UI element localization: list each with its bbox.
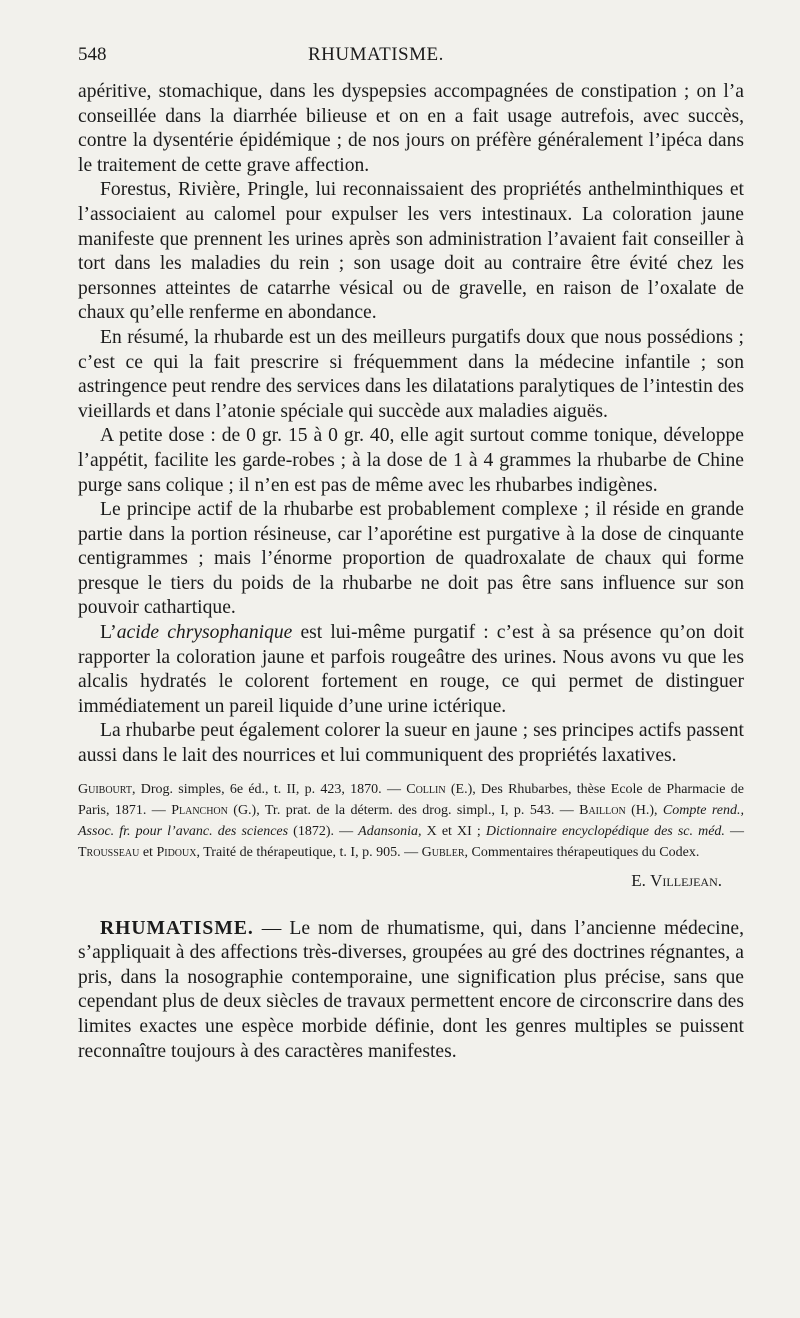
- ref-title: Dictionnaire encyclopédique des sc. méd.: [485, 823, 725, 839]
- ref-text: , Drog. simples, 6e éd., t. II, p. 423, 1870. —: [131, 781, 407, 797]
- acid-text: est lui-même purgatif : c’est à sa présence qu’on doit rapporter la coloration jaune et parfois rougeâtre des urines. Nous avons vu que les alcalis hydratés le colorent fortement en rouge, ce qui permet de distinguer immédiatement un pareil liquide d’une urine ictérique.: [78, 622, 744, 717]
- ref-author: Baillon: [579, 802, 626, 818]
- ref-author: Pidoux: [156, 844, 197, 860]
- paragraph-acid: [78, 621, 744, 719]
- bibliography: [78, 779, 744, 863]
- next-entry: [78, 917, 744, 1065]
- acid-term: acide chrysophanique: [116, 622, 293, 644]
- page-body: [78, 80, 744, 1064]
- page-header: [78, 44, 744, 80]
- ref-text: (G.), Tr. prat. de la déterm. des drog. simpl., I, p. 543. —: [227, 802, 580, 818]
- ref-title: Adansonia,: [358, 823, 422, 839]
- ref-author: Guibourt: [78, 781, 132, 797]
- ref-text: —: [724, 823, 744, 839]
- entry-text: — Le nom de rhumatisme, qui, dans l’ancienne médecine, s’appliquait à des affections très-diverses, groupées au gré des doctrines régnantes, a pris, dans la nosographie contemporaine, une signification plus précise, sans que cependant plus de deux siècles de travaux permettent encore de circonscrire dans des limites exactes une espèce morbide définie, dont les genres multiples se puissent reconnaître toujours à des caractères manifestes.: [78, 917, 744, 1062]
- ref-text: X et XI ;: [421, 823, 486, 839]
- ref-text: et: [139, 844, 157, 860]
- paragraph: La rhubarbe peut également colorer la sueur en jaune ; ses principes actifs passent aussi dans le lait des nourrices et lui communiquent des propriétés laxatives.: [78, 720, 744, 767]
- signature-name: Villejean.: [650, 870, 722, 890]
- ref-text: , Traité de thérapeutique, t. I, p. 905. —: [196, 844, 422, 860]
- ref-author: Collin: [406, 781, 446, 797]
- acid-prefix: L’: [100, 622, 117, 644]
- author-signature: [78, 871, 722, 891]
- ref-author: Gubler: [421, 844, 465, 860]
- paragraph: En résumé, la rhubarde est un des meilleurs purgatifs doux que nous possédions ; c’est ce qui la fait prescrire si fréquemment dans la médecine infantile ; son astringence peut rendre des services dans les dilatations paralytiques de l’intestin des vieillards et dans l’atonie spéciale qui succède aux maladies aiguës.: [78, 326, 744, 422]
- paragraph: apéritive, stomachique, dans les dyspepsies accompagnées de constipation ; on l’a conseillée dans la diarrhée bilieuse et on en a fait usage autrefois, avec succès, contre la dysentérie épidémique ; de nos jours on préfère généralement l’ipéca dans le traitement de cette grave affection.: [78, 81, 744, 176]
- ref-author: Trousseau: [78, 844, 140, 860]
- page-number: 548: [78, 44, 107, 65]
- ref-text: (1872). —: [288, 823, 359, 839]
- ref-author: Planchon: [171, 802, 228, 818]
- paragraph: Le principe actif de la rhubarbe est probablement complexe ; il réside en grande partie dans la portion résineuse, car l’aporétine est purgative à la dose de cinquante centigrammes ; mais l’énorme proportion de quadroxalate de chaux qui forme presque le tiers du poids de la rhubarbe ne doit pas être sans influence sur son pouvoir cathartique.: [78, 499, 744, 619]
- ref-title: Compte rend., Assoc. fr. pour l’avanc. des sciences: [78, 802, 745, 839]
- signature-initial: E.: [631, 870, 651, 890]
- paragraph: A petite dose : de 0 gr. 15 à 0 gr. 40, elle agit surtout comme tonique, développe l’appétit, facilite les garde-robes ; à la dose de 1 à 4 grammes la rhubarbe de Chine purge sans colique ; il n’en est pas de même avec les rhubarbes indigènes.: [78, 425, 744, 496]
- running-title: RHUMATISME.: [308, 44, 444, 65]
- ref-text: , Commentaires thérapeutiques du Codex.: [464, 844, 700, 860]
- ref-text: (H.),: [625, 802, 663, 818]
- ref-text: (E.), Des Rhubarbes, thèse Ecole de Pharmacie de Paris, 1871. —: [78, 781, 744, 818]
- entry-heading: RHUMATISME.: [100, 917, 254, 939]
- paragraph: Forestus, Rivière, Pringle, lui reconnaissaient des propriétés anthelminthiques et l’associaient au calomel pour expulser les vers intestinaux. La coloration jaune manifeste que prennent les urines après son administration l’avaient fait conseiller à tort dans les maladies du rein ; son usage doit au contraire être évité chez les personnes atteintes de catarrhe vésical ou de gravelle, en raison de l’oxalate de chaux qu’elle renferme en abondance.: [78, 179, 744, 324]
